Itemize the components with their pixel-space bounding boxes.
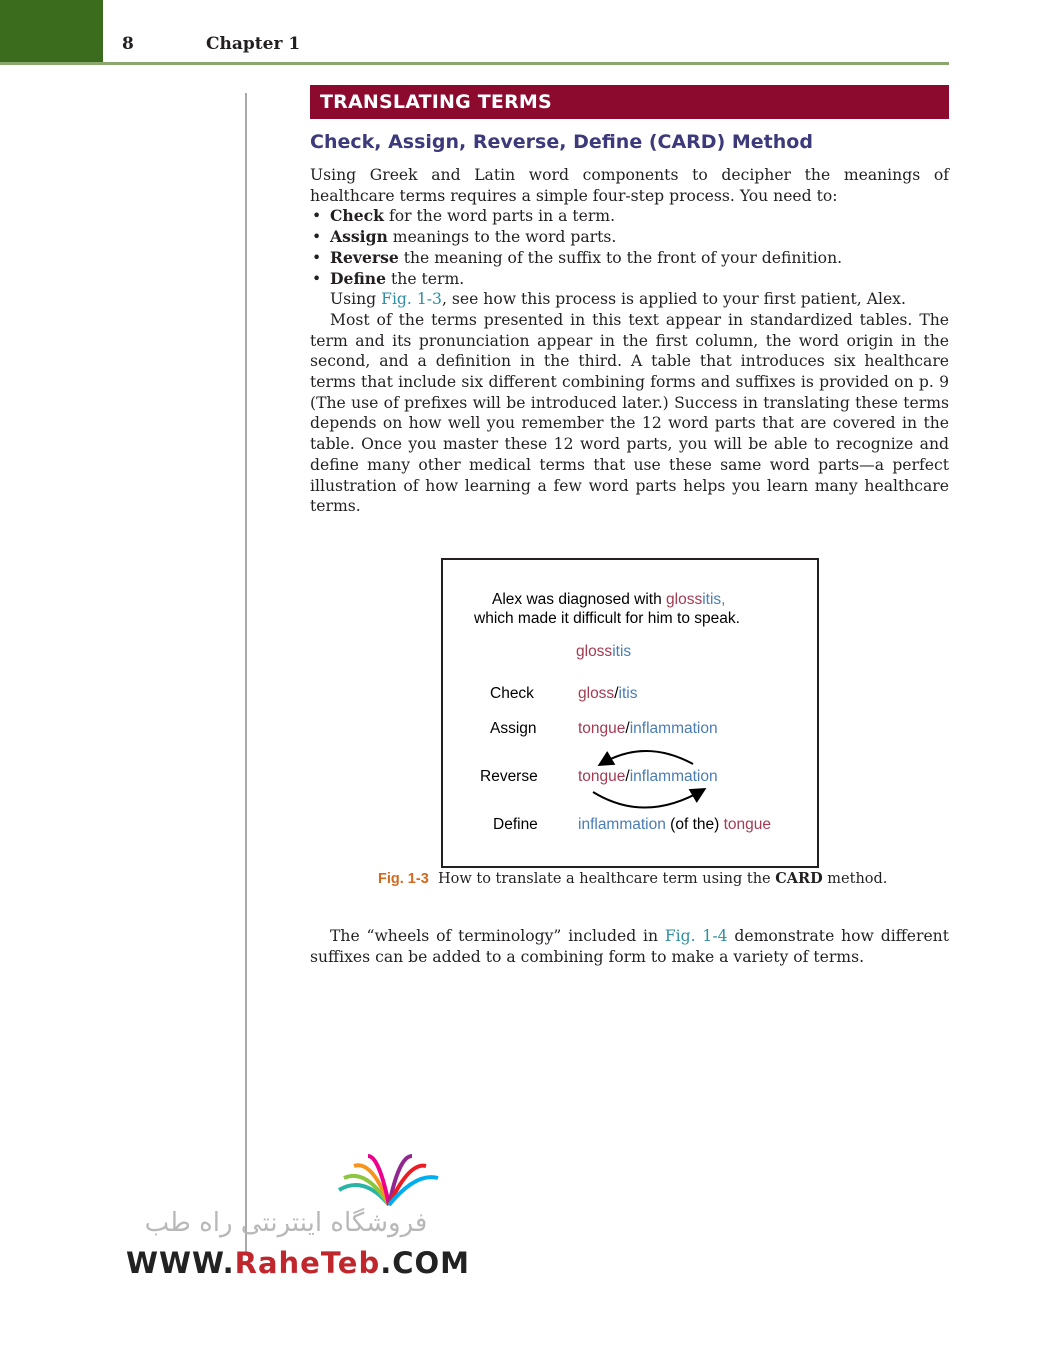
url-part: .COM <box>380 1246 471 1280</box>
define-result <box>578 816 771 834</box>
reverse-arrow-bottom <box>593 790 703 808</box>
step-define-label: Define <box>493 816 538 833</box>
step-term: Define <box>330 268 387 288</box>
suffix-text: itis, <box>702 591 726 608</box>
watermark-logo <box>120 1150 471 1290</box>
slash: / <box>625 768 630 785</box>
assign-result <box>578 720 718 738</box>
header-color-block <box>0 0 103 62</box>
list-item <box>310 269 949 290</box>
using-text-end: , see how this process is applied to your first patient, Alex. <box>441 290 906 309</box>
suffix-meaning: inflammation <box>629 768 718 785</box>
section-subtitle: Check, Assign, Reverse, Define (CARD) Method <box>310 131 813 153</box>
step-text: the meaning of the suffix to the front of your definition. <box>398 248 843 267</box>
watermark-arabic: فروشگاه اینترنتی راه طب <box>144 1208 428 1238</box>
url-brand: RaheTeb <box>234 1246 381 1280</box>
reverse-result <box>578 768 718 786</box>
list-item <box>310 248 949 269</box>
step-term: Reverse <box>330 247 399 267</box>
root-meaning: tongue <box>578 768 626 785</box>
using-text: Using <box>330 290 382 309</box>
figure-link[interactable]: Fig. 1-4 <box>664 927 728 945</box>
figure-sentence-2: which made it difficult for him to speak. <box>474 610 740 627</box>
figure-caption <box>378 870 887 887</box>
closing-text <box>310 926 949 967</box>
step-reverse-label: Reverse <box>480 768 538 785</box>
chapter-title: Chapter 1 <box>206 34 301 54</box>
list-item <box>310 227 949 248</box>
url-part: WWW. <box>126 1246 235 1280</box>
suffix-text: itis <box>618 685 638 702</box>
of-the-text: (of the) <box>665 816 724 833</box>
root-meaning: tongue <box>723 816 772 833</box>
root-text: gloss <box>578 685 615 702</box>
step-check-label: Check <box>490 685 534 702</box>
step-term: Assign <box>330 227 388 247</box>
step-list <box>310 206 949 289</box>
tables-paragraph: Most of the terms presented in this text appear in standardized tables. The term and its pronunciation appear in the first column, the word origin in the second, and a definition in the third. A table that introduces six healthcare terms that include six different combining forms and suffixes is provided on p. 9 (The use of prefixes will be introduced later.) Success in translating these terms depends on how well you remember the 12 word parts that are covered in the table. Once you master these 12 word parts, you will be able to recognize and define many other medical terms that use these same word parts—a perfect illustration of how learning a few word parts helps you learn many healthcare terms. <box>310 310 949 516</box>
suffix-text: itis <box>612 643 632 660</box>
closing-paragraph <box>310 926 949 967</box>
step-assign-label: Assign <box>490 720 537 737</box>
intro-paragraph: Using Greek and Latin word components to decipher the meanings of healthcare terms requires a simple four-step process. You need to: <box>310 166 949 205</box>
section-title: TRANSLATING TERMS <box>320 91 552 113</box>
root-text: gloss <box>576 643 613 660</box>
book-rainbow-icon <box>334 1150 444 1210</box>
sentence-text: Alex was diagnosed with <box>492 591 667 608</box>
root-meaning: tongue <box>578 720 626 737</box>
slash: / <box>614 685 619 702</box>
step-text: meanings to the word parts. <box>387 228 617 247</box>
step-term: Check <box>330 206 384 226</box>
margin-rule <box>245 93 247 1253</box>
suffix-meaning: inflammation <box>629 720 718 737</box>
suffix-meaning: inflammation <box>578 816 666 833</box>
caption-text-end: method. <box>822 871 888 887</box>
using-paragraph <box>310 289 949 310</box>
caption-text: How to translate a healthcare term using the <box>437 871 776 887</box>
check-result <box>578 685 637 703</box>
reverse-arrow-top <box>601 751 693 764</box>
step-text: for the word parts in a term. <box>383 207 616 226</box>
caption-bold: CARD <box>775 870 823 887</box>
closing-post: demonstrate how different suffixes can be added to a combining form to make a variety of terms. <box>310 927 949 966</box>
closing-pre: The “wheels of terminology” included in <box>330 927 665 945</box>
figure-sentence-1 <box>492 591 725 609</box>
root-text: gloss <box>666 591 703 608</box>
page-number: 8 <box>122 34 134 54</box>
watermark-url <box>126 1246 470 1280</box>
figure-link[interactable]: Fig. 1-3 <box>381 290 442 309</box>
figure-label: Fig. 1-3 <box>378 871 429 887</box>
slash: / <box>625 720 630 737</box>
term-whole <box>576 643 631 661</box>
card-method-figure <box>441 558 819 868</box>
list-item <box>310 206 949 227</box>
header-rule <box>0 62 949 65</box>
section-banner <box>310 85 949 119</box>
body-text <box>310 165 949 517</box>
step-text: the term. <box>386 269 465 288</box>
